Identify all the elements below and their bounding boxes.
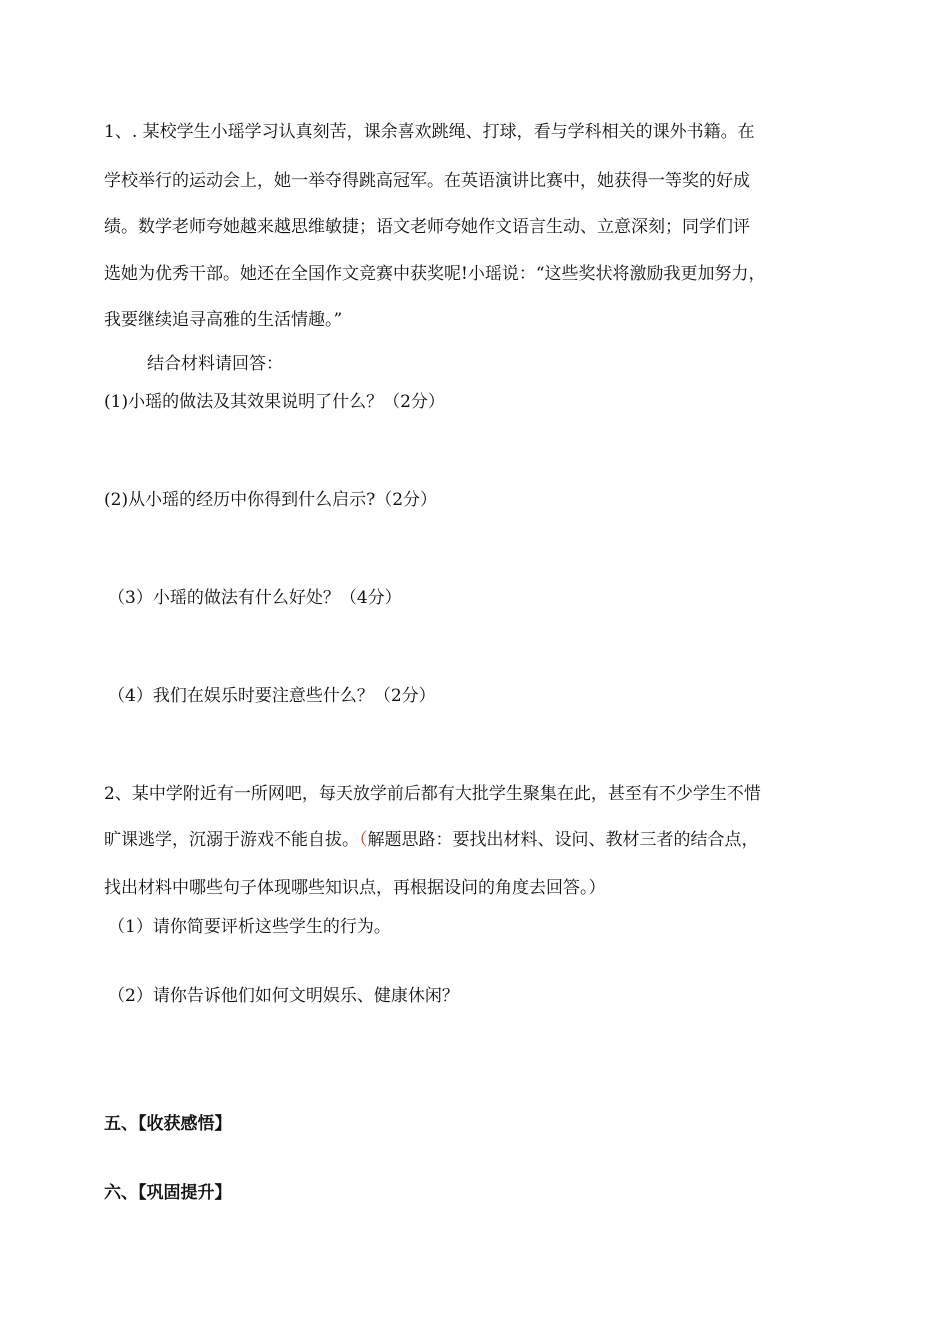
q1-material-line-4: 选她为优秀干部。她还在全国作文竞赛中获奖呢!小瑶说：“这些奖状将激励我更加努力， (104, 264, 766, 284)
section-heading-five: 五、【收获感悟】 (104, 1114, 232, 1134)
q2-question-1: （1）请你简要评析这些学生的行为。 (108, 917, 391, 937)
q2-hint-line-3: 找出材料中哪些句子体现哪些知识点，再根据设问的角度去回答。） (104, 878, 606, 898)
q1-question-4: （4）我们在娱乐时要注意些什么？（2分） (108, 686, 436, 706)
q1-material-line-3: 绩。数学老师夸她越来越思维敏捷；语文老师夸她作文语言生动、立意深刻；同学们评 (104, 217, 750, 237)
q1-material-line-1: 1、. 某校学生小瑶学习认真刻苦，课余喜欢跳绳、打球，看与学科相关的课外书籍。在 (104, 122, 755, 142)
q2-hint-text: 解题思路：要找出材料、设问、教材三者的结合点， (367, 830, 759, 850)
q2-material-line-2 (104, 829, 759, 851)
q1-material-line-2: 学校举行的运动会上，她一举夺得跳高冠军。在英语演讲比赛中，她获得一等奖的好成 (104, 171, 750, 191)
q1-prompt: 结合材料请回答： (147, 354, 283, 374)
section-heading-six: 六、【巩固提升】 (104, 1183, 232, 1203)
q2-material-line-1: 2、某中学附近有一所网吧，每天放学前后都有大批学生聚集在此，甚至有不少学生不惜 (104, 784, 761, 804)
q1-question-2: (2)从小瑶的经历中你得到什么启示?（2分） (104, 490, 438, 510)
q1-question-1: (1)小瑶的做法及其效果说明了什么？（2分） (104, 392, 445, 412)
q2-hint-paren: （ (359, 830, 368, 850)
q2-question-2: （2）请你告诉他们如何文明娱乐、健康休闲？ (108, 986, 459, 1006)
q1-question-3: （3）小瑶的做法有什么好处？（4分） (108, 588, 402, 608)
q1-material-line-5: 我要继续追寻高雅的生活情趣。” (104, 310, 343, 330)
q2-material-text: 旷课逃学，沉溺于游戏不能自拔。 (104, 830, 359, 850)
